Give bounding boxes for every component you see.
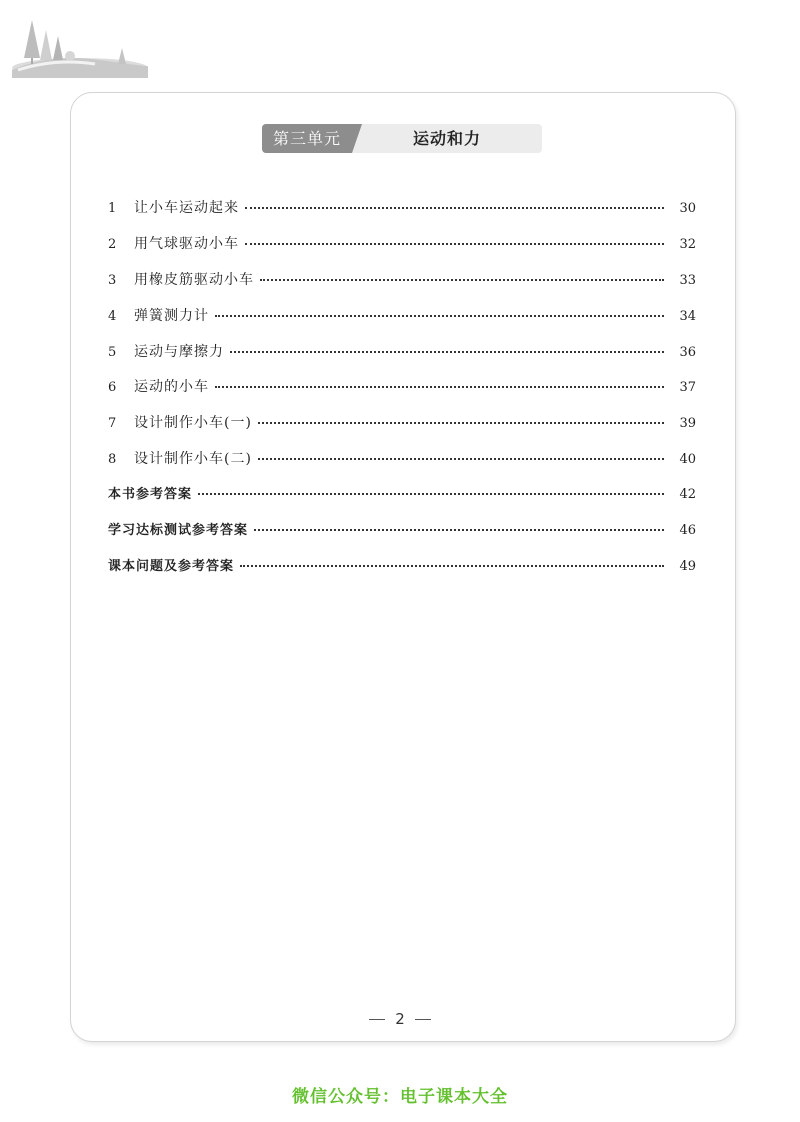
toc-leader-dots (240, 565, 664, 567)
toc-entry[interactable] (108, 197, 696, 233)
dash-left (369, 1019, 385, 1020)
toc-entry[interactable] (108, 412, 696, 448)
toc-leader-dots (198, 493, 664, 495)
toc-entry-page: 46 (679, 523, 696, 539)
dash-right (415, 1019, 431, 1020)
toc-entry-number: 5 (108, 344, 117, 360)
toc-entry[interactable] (108, 341, 696, 377)
toc-entry[interactable] (108, 233, 696, 269)
toc-entry-number: 2 (108, 236, 117, 252)
toc-entry[interactable] (108, 269, 696, 305)
toc-leader-dots (245, 243, 664, 245)
toc-entry-number: 4 (108, 308, 117, 324)
toc-leader-dots (230, 351, 664, 353)
toc-entry[interactable] (108, 484, 696, 520)
toc-entry-number: 8 (108, 452, 117, 468)
toc-entry-title: 运动的小车 (134, 379, 209, 396)
toc-entry-number: 3 (108, 272, 117, 288)
toc-leader-dots (260, 279, 664, 281)
toc-entry[interactable] (108, 305, 696, 341)
toc-leader-dots (258, 458, 664, 460)
toc-entry-page: 40 (679, 452, 696, 468)
toc-entry[interactable] (108, 556, 696, 592)
page-number-value: 2 (395, 1010, 405, 1028)
toc-entry-number: 7 (108, 416, 117, 432)
toc-entry-page: 33 (679, 272, 696, 288)
toc-entry-number: 1 (108, 201, 117, 216)
toc-entry-page: 36 (679, 344, 696, 360)
toc-entry[interactable] (108, 376, 696, 412)
toc-entry-title: 让小车运动起来 (134, 200, 239, 216)
toc-entry[interactable] (108, 448, 696, 484)
landscape-decoration (10, 8, 150, 78)
toc-entry-title: 学习达标测试参考答案 (108, 523, 249, 539)
toc-entry-page: 39 (679, 416, 696, 432)
toc-entry-title: 用气球驱动小车 (134, 235, 239, 252)
toc-entry-page: 49 (679, 558, 696, 574)
page-number (0, 1010, 800, 1028)
unit-banner (262, 124, 542, 153)
toc-entry[interactable] (108, 520, 696, 556)
toc-entry-title: 弹簧测力计 (134, 307, 209, 324)
toc-entry-title: 本书参考答案 (108, 487, 193, 503)
toc-entry-page: 30 (679, 201, 696, 216)
watermark-text: 微信公众号：电子课本大全 (292, 1087, 508, 1107)
toc-leader-dots (254, 529, 664, 531)
toc-leader-dots (215, 315, 664, 317)
toc-entry-page: 32 (679, 236, 696, 252)
toc-entry-title: 课本问题及参考答案 (108, 558, 235, 574)
toc-entry-page: 34 (679, 308, 696, 324)
unit-title: 运动和力 (412, 129, 481, 148)
toc-entry-title: 用橡皮筋驱动小车 (134, 271, 254, 288)
toc-leader-dots (245, 207, 664, 209)
toc-leader-dots (215, 386, 664, 388)
toc-entry-title: 运动与摩擦力 (134, 343, 224, 360)
toc-entry-title: 设计制作小车(二) (134, 451, 252, 468)
toc-entry-number: 6 (108, 380, 117, 396)
toc-entry-page: 37 (679, 380, 696, 396)
unit-tag: 第三单元 (262, 124, 352, 153)
toc-entry-page: 42 (679, 487, 696, 503)
table-of-contents (108, 197, 696, 592)
toc-entry-title: 设计制作小车(一) (134, 415, 252, 432)
toc-leader-dots (258, 422, 664, 424)
